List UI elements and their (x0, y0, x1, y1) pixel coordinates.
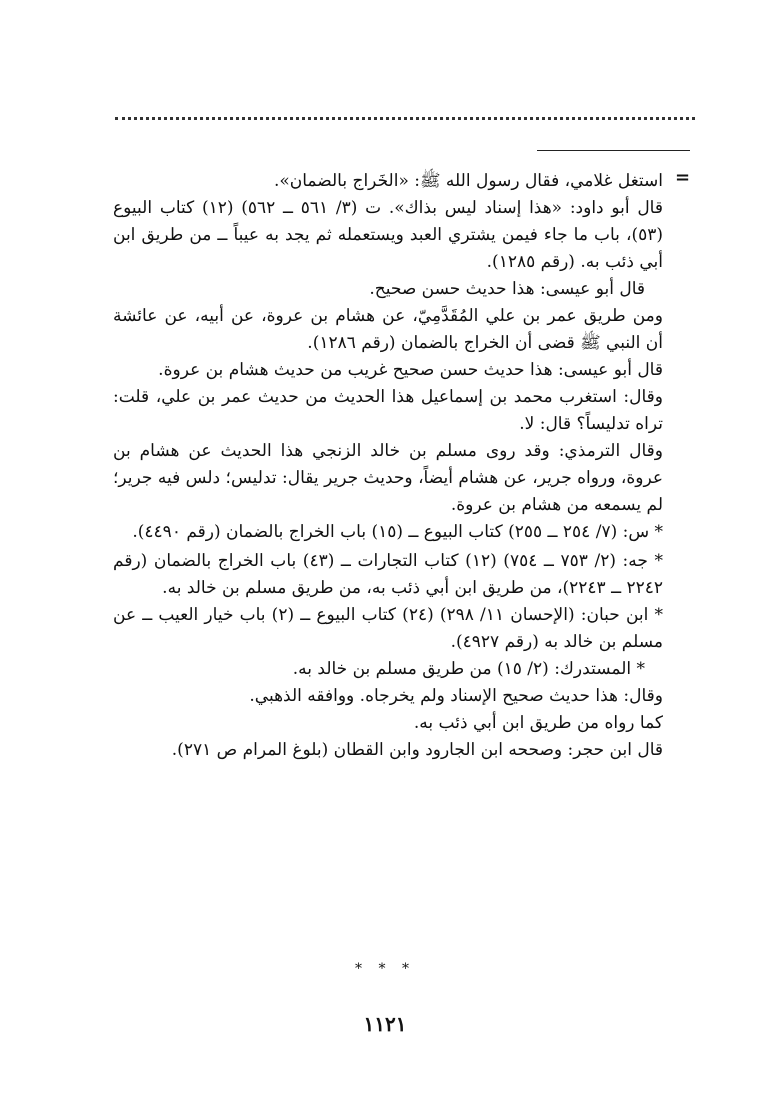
section-end-stars: * * * (355, 961, 415, 977)
source-entry: * جه: (٢/ ٧٥٣ ــ ٧٥٤) (١٢) كتاب التجارات ــ (٤٣) باب الخراج بالضمان (رقم ٢٢٤٢ ــ ٢٢٤٣)، من طريق ابن أبي ذئب به، من طريق مسلم بن خالد به. (113, 551, 663, 598)
footnote-rule (537, 150, 690, 151)
source-entry: * س: (٧/ ٢٥٤ ــ ٢٥٥) كتاب البيوع ــ (١٥) باب الخراج بالضمان (رقم ٤٤٩٠). (132, 522, 663, 542)
dotted-separator (115, 117, 695, 120)
source-entry: * المستدرك: (٢/ ١٥) من طريق مسلم بن خالد به. (292, 659, 645, 679)
paragraph: وقال: هذا حديث صحيح الإسناد ولم يخرجاه. ووافقه الذهبي. (249, 686, 663, 706)
paragraph: قال أبو داود: «هذا إسناد ليس بذاك». ت (٣/ ٥٦١ ــ ٥٦٢) (١٢) كتاب البيوع (٥٣)، باب ما جاء فيمن يشتري العبد ويستعمله ثم يجد به عيباً ــ من طريق ابن أبي ذئب به. (رقم ١٢٨٥). (113, 198, 663, 272)
paragraph: وقال الترمذي: وقد روى مسلم بن خالد الزنجي هذا الحديث عن هشام بن عروة، ورواه جرير، عن هشام أيضاً، وحديث جرير يقال: تدليس؛ دلس فيه جرير؛ لم يسمعه من هشام بن عروة. (113, 441, 663, 515)
paragraph: كما رواه من طريق ابن أبي ذئب به. (413, 713, 663, 733)
paragraph: ومن طريق عمر بن علي المُقَدَّمِيّ، عن هشام بن عروة، عن أبيه، عن عائشة أن النبي ﷺ قضى أن الخراج بالضمان (رقم ١٢٨٦). (113, 306, 663, 353)
source-entry: * ابن حبان: (الإحسان ١١/ ٢٩٨) (٢٤) كتاب البيوع ــ (٢) باب خيار العيب ــ عن مسلم بن خالد به (رقم ٤٩٢٧). (113, 605, 663, 652)
paragraph: وقال: استغرب محمد بن إسماعيل هذا الحديث من حديث عمر بن علي، قلت: تراه تدليساً؟ قال: لا. (113, 387, 663, 434)
paragraph: قال ابن حجر: وصححه ابن الجارود وابن القطان (بلوغ المرام ص ٢٧١). (171, 740, 663, 760)
footnote-text (113, 168, 663, 764)
continuation-marker: = (675, 167, 691, 188)
page-number: ١١٢١ (363, 1012, 407, 1036)
paragraph: استغل غلامي، فقال رسول الله ﷺ: «الخَراج بالضمان». (273, 171, 663, 191)
paragraph: قال أبو عيسى: هذا حديث حسن صحيح. (369, 279, 645, 299)
paragraph: قال أبو عيسى: هذا حديث حسن صحيح غريب من حديث هشام بن عروة. (158, 360, 663, 380)
